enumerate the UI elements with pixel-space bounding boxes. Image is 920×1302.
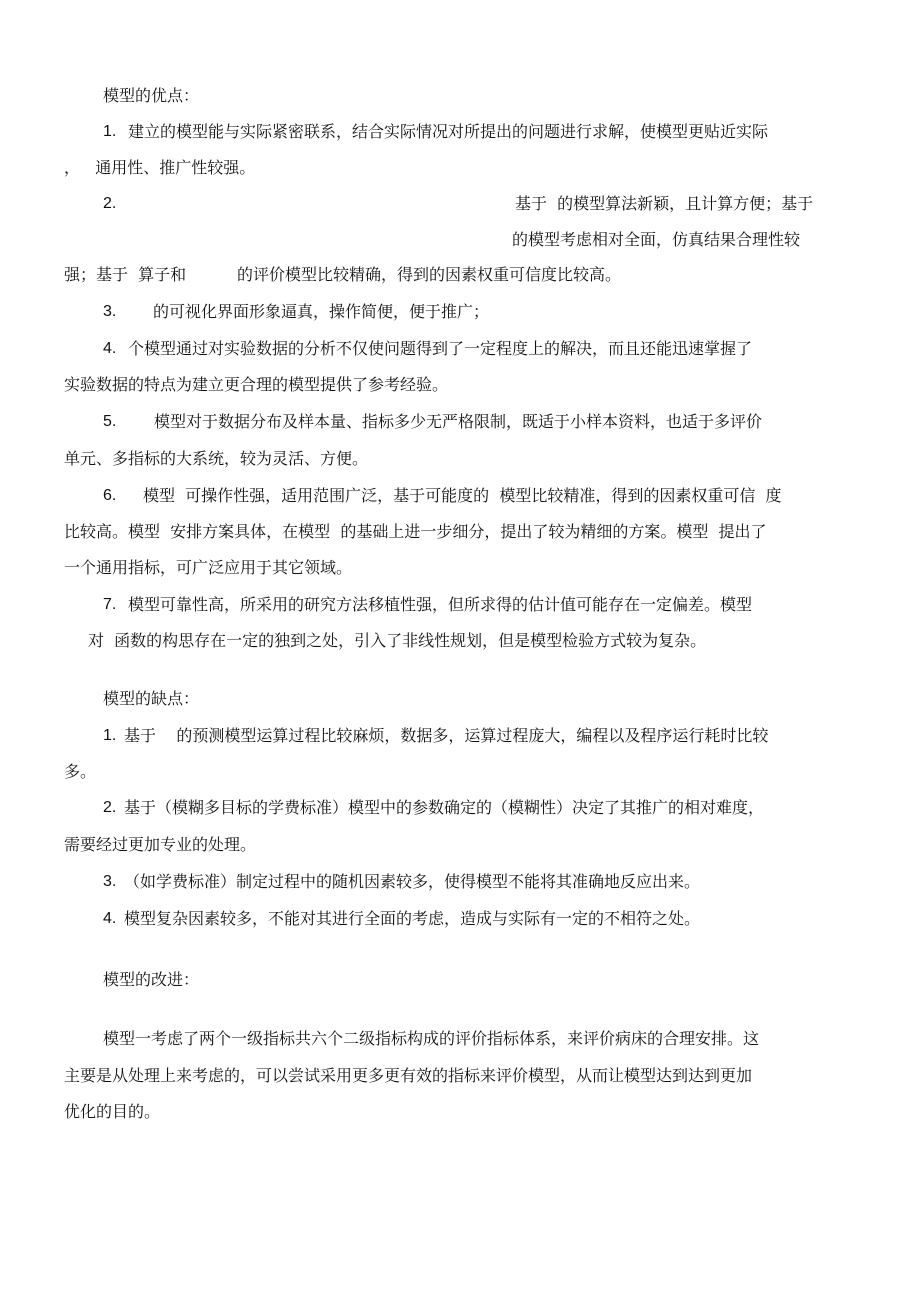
adv-item-3-line-1: 的可视化界面形象逼真，操作简便，便于推广； [153,302,490,321]
adv-item-2-line-1: 基于 的模型算法新颖，且计算方便；基于 [515,194,814,213]
adv-item-7-number: 7. [103,596,117,613]
dis-item-1-number: 1. [103,727,117,744]
adv-item-6-line-1: 模型 可操作性强，适用范围广泛，基于可能度的 模型比较精准，得到的因素权重可信 度 [143,486,782,505]
improvement-line-1: 模型一考虑了两个一级指标共六个二级指标构成的评价指标体系，来评价病床的合理安排。这 [103,1029,760,1048]
dis-item-1-line-1: 基于 的预测模型运算过程比较麻烦，数据多，运算过程庞大，编程以及程序运行耗时比较 [124,726,769,745]
adv-item-6-line-3: 一个通用指标，可广泛应用于其它领域。 [64,558,353,577]
adv-item-4-line-2: 实验数据的特点为建立更合理的模型提供了参考经验。 [64,375,449,394]
dis-item-4-line-1: 模型复杂因素较多，不能对其进行全面的考虑，造成与实际有一定的不相符之处。 [124,909,701,928]
dis-item-3-line-1: （如学费标准）制定过程中的随机因素较多，使得模型不能将其准确地反应出来。 [124,872,701,891]
adv-item-4-number: 4. [103,340,117,357]
adv-item-1-line-1: 建立的模型能与实际紧密联系，结合实际情况对所提出的问题进行求解，使模型更贴近实际 [128,122,769,141]
adv-item-2-number: 2. [103,195,117,212]
adv-item-6-number: 6. [103,487,117,504]
adv-item-5-line-2: 单元、多指标的大系统，较为灵活、方便。 [64,449,369,468]
adv-item-4-line-1: 个模型通过对实验数据的分析不仅使问题得到了一定程度上的解决，而且还能迅速掌握了 [128,339,753,358]
adv-item-1-number: 1. [103,123,117,140]
dis-item-3-number: 3. [103,873,117,890]
dis-item-2-line-2: 需要经过更加专业的处理。 [64,835,257,854]
adv-item-3-number: 3. [103,303,117,320]
adv-item-5-number: 5. [103,413,117,430]
dis-item-1-line-2: 多。 [64,762,97,781]
improvement-line-3: 优化的目的。 [64,1102,161,1121]
adv-item-2-line-3: 强；基于 算子和 的评价模型比较精确，得到的因素权重可信度比较高。 [64,265,622,284]
adv-item-7-line-2: 对 函数的构思存在一定的独到之处，引入了非线性规划，但是模型检验方式较为复杂。 [88,631,707,650]
adv-item-2-line-2: 的模型考虑相对全面，仿真结果合理性较 [512,230,801,249]
dis-item-2-number: 2. [103,799,117,816]
dis-item-4-number: 4. [103,910,117,927]
advantages-heading: 模型的优点： [103,86,200,105]
adv-item-6-line-2: 比较高。模型 安排方案具体，在模型 的基础上进一步细分，提出了较为精细的方案。模型 提出了 [64,522,767,541]
dis-item-2-line-1: 基于（模糊多目标的学费标准）模型中的参数确定的（模糊性）决定了其推广的相对难度， [124,798,765,817]
adv-item-1-line-2: ， 通用性、推广性较强。 [64,158,256,177]
adv-item-5-line-1: 模型对于数据分布及样本量、指标多少无严格限制，既适于小样本资料，也适于多评价 [154,412,763,431]
adv-item-7-line-1: 模型可靠性高，所采用的研究方法移植性强，但所求得的估计值可能存在一定偏差。模型 [128,595,753,614]
improvement-line-2: 主要是从处理上来考虑的，可以尝试采用更多更有效的指标来评价模型，从而让模型达到达到更加 [64,1066,753,1085]
improvement-heading: 模型的改进： [103,970,200,989]
disadvantages-heading: 模型的缺点： [103,689,200,708]
